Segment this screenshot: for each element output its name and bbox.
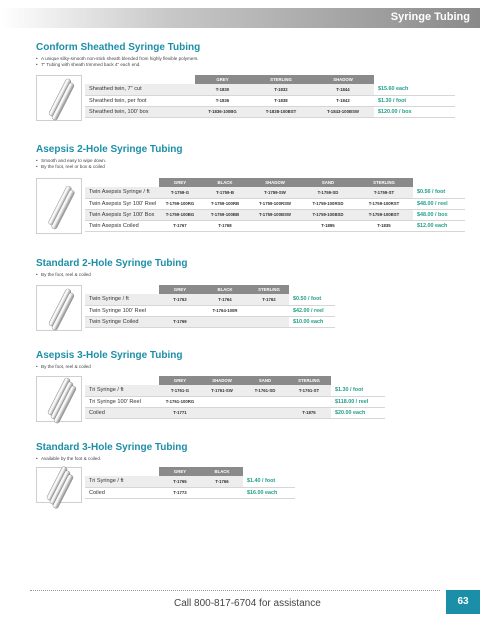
sku: T-1759-100BST — [355, 209, 413, 220]
sku: T-1759-100BSW — [249, 209, 301, 220]
column-header: GREY — [159, 467, 201, 476]
column-header: SHADOW — [249, 178, 301, 187]
column-header: GREY — [159, 376, 201, 385]
sku: T-1764 — [201, 294, 249, 305]
sku — [201, 316, 249, 327]
sku — [201, 407, 243, 418]
sku: T-1875 — [287, 407, 331, 418]
sku: T-1764-100R — [201, 305, 249, 316]
sku: T-1844 — [312, 84, 374, 95]
pricing-table-asepsis-3-hole — [85, 376, 385, 419]
sku — [243, 396, 287, 407]
section-asepsis-2-hole — [36, 144, 456, 171]
table-row — [85, 95, 455, 106]
table-row — [85, 487, 295, 498]
sku: T-1759-100RG — [159, 198, 201, 209]
table-row — [85, 294, 335, 305]
product-name: Sheathed twin, 7" cut — [85, 84, 195, 95]
product-name: Twin Syringe / ft — [85, 294, 159, 305]
sku: T-1763 — [159, 294, 201, 305]
product-name: Twin Asepsis Syr 100' Box — [85, 209, 159, 220]
sku — [249, 305, 289, 316]
sku: T-1759-ST — [355, 187, 413, 198]
table-row — [85, 106, 455, 117]
table-row — [85, 476, 295, 487]
product-image-asepsis-2-hole — [36, 178, 82, 234]
product-image-asepsis-3-hole — [36, 376, 82, 422]
page-section-title: Syringe Tubing — [390, 11, 470, 23]
product-name: Tri Syringe / ft — [85, 476, 159, 487]
bullet: • A unique silky-smooth non-stick sheath blended from highly flexible polymers. — [36, 56, 456, 62]
product-name: Twin Asepsis Coiled — [85, 220, 159, 231]
sku: T-1832 — [250, 84, 312, 95]
section-title: Conform Sheathed Syringe Tubing — [36, 42, 201, 53]
product-name: Twin Syringe 100' Reel — [85, 305, 159, 316]
sku: T-1759-100RSD — [301, 198, 355, 209]
product-name: Tri Syringe / ft — [85, 385, 159, 396]
page-number: 63 — [446, 590, 480, 614]
table-row — [85, 198, 465, 209]
column-header: BLACK — [201, 467, 243, 476]
column-header: GREY — [159, 285, 201, 294]
table-row — [85, 220, 465, 231]
section-title: Asepsis 3-Hole Syringe Tubing — [36, 350, 183, 361]
column-header: SHADOW — [312, 75, 374, 84]
footer-contact: Call 800-817-6704 for assistance — [174, 598, 321, 609]
table-row — [85, 84, 455, 95]
sku: T-1769 — [159, 316, 201, 327]
sku: T-1761-G — [159, 385, 201, 396]
pricing-table-conform-sheathed — [85, 75, 455, 118]
bullet: • By the foot, reel & coiled — [36, 272, 456, 278]
price: $118.00 / reel — [331, 396, 385, 407]
bullet: • By the foot, reel & coiled — [36, 364, 456, 370]
bullet: • Available by the foot & coiled. — [36, 456, 456, 462]
sku: T-1895 — [301, 220, 355, 231]
bullet: • Smooth and easy to wipe down. — [36, 158, 456, 164]
table-row — [85, 385, 385, 396]
section-standard-2-hole — [36, 258, 456, 278]
table-row — [85, 316, 335, 327]
sku: T-1759-100BB — [201, 209, 249, 220]
column-header: GREY — [159, 178, 201, 187]
sku: T-1762 — [249, 294, 289, 305]
sku: T-1761-SD — [243, 385, 287, 396]
sku: T-1835 — [355, 220, 413, 231]
sku — [243, 407, 287, 418]
sku: T-1759-G — [159, 187, 201, 198]
bullet: • By the foot, reel or box & coiled — [36, 164, 456, 170]
column-header: BLACK — [201, 285, 249, 294]
sku — [159, 305, 201, 316]
sku: T-1768 — [201, 220, 249, 231]
price: $16.00 each — [243, 487, 295, 498]
sku: T-1836 — [195, 95, 250, 106]
sku: T-1761-SW — [201, 385, 243, 396]
price: $10.00 each — [289, 316, 335, 327]
section-title: Standard 3-Hole Syringe Tubing — [36, 442, 188, 453]
sku: T-1836-100BG — [195, 106, 250, 117]
column-header: BLACK — [201, 178, 249, 187]
table-row — [85, 209, 465, 220]
column-header: SAND — [301, 178, 355, 187]
product-name: Sheathed twin, 100' box — [85, 106, 195, 117]
column-header: STERLING — [250, 75, 312, 84]
sku: T-1759-100RSW — [249, 198, 301, 209]
product-name: Coiled — [85, 407, 159, 418]
price: $12.00 each — [413, 220, 465, 231]
section-asepsis-3-hole — [36, 350, 456, 370]
product-image-standard-3-hole — [36, 467, 82, 503]
column-header: GREY — [195, 75, 250, 84]
sku: T-1759-100RB — [201, 198, 249, 209]
footer-divider — [30, 590, 440, 591]
sku — [249, 316, 289, 327]
column-header: SAND — [243, 376, 287, 385]
column-header: STERLING — [287, 376, 331, 385]
sku: T-1830 — [195, 84, 250, 95]
pricing-table-standard-2-hole — [85, 285, 335, 328]
sku: T-1759-SW — [249, 187, 301, 198]
sku: T-1773 — [159, 487, 201, 498]
table-row — [85, 187, 465, 198]
product-name: Twin Syringe Coiled — [85, 316, 159, 327]
section-title: Standard 2-Hole Syringe Tubing — [36, 258, 188, 269]
sku: T-1838 — [250, 95, 312, 106]
product-name: Tri Syringe 100' Reel — [85, 396, 159, 407]
price: $1.40 / foot — [243, 476, 295, 487]
column-header: STERLING — [249, 285, 289, 294]
price: $20.00 each — [331, 407, 385, 418]
sku: T-1759-100RST — [355, 198, 413, 209]
sku: T-1759-SD — [301, 187, 355, 198]
product-name: Sheathed twin, per foot — [85, 95, 195, 106]
column-header: STERLING — [355, 178, 413, 187]
sku: T-1759-B — [201, 187, 249, 198]
section-conform-sheathed — [36, 42, 456, 69]
sku: T-1771 — [159, 407, 201, 418]
table-row — [85, 407, 385, 418]
price: $48.00 / box — [413, 209, 465, 220]
sku: T-1761-100RG — [159, 396, 201, 407]
section-title: Asepsis 2-Hole Syringe Tubing — [36, 144, 183, 155]
product-name: Coiled — [85, 487, 159, 498]
price: $1.30 / foot — [331, 385, 385, 396]
price: $42.00 / reel — [289, 305, 335, 316]
bullet: • 7" Tubing with sheath trimmed back 4" each end. — [36, 62, 456, 68]
pricing-table-asepsis-2-hole — [85, 178, 465, 232]
sku: T-1761-ST — [287, 385, 331, 396]
price: $120.00 / box — [374, 106, 455, 117]
table-row — [85, 305, 335, 316]
product-name: Twin Asepsis Syr 100' Reel — [85, 198, 159, 209]
pricing-table-standard-3-hole — [85, 467, 295, 499]
sku — [201, 396, 243, 407]
product-image-conform-sheathed — [36, 75, 82, 121]
table-row — [85, 396, 385, 407]
sku: T-1766 — [201, 476, 243, 487]
price: $0.56 / foot — [413, 187, 465, 198]
product-image-standard-2-hole — [36, 285, 82, 331]
price: $15.60 each — [374, 84, 455, 95]
sku: T-1767 — [159, 220, 201, 231]
column-header: SHADOW — [201, 376, 243, 385]
price: $1.30 / foot — [374, 95, 455, 106]
sku: T-1843 — [312, 95, 374, 106]
sku — [201, 487, 243, 498]
product-name: Twin Asepsis Syringe / ft — [85, 187, 159, 198]
price: $48.00 / reel — [413, 198, 465, 209]
sku: T-1765 — [159, 476, 201, 487]
sku — [287, 396, 331, 407]
sku — [249, 220, 301, 231]
sku: T-1759-100BG — [159, 209, 201, 220]
sku: T-1843-100BSW — [312, 106, 374, 117]
sku: T-1838-100BST — [250, 106, 312, 117]
price: $0.50 / foot — [289, 294, 335, 305]
sku: T-1759-100BSD — [301, 209, 355, 220]
section-standard-3-hole — [36, 442, 456, 462]
